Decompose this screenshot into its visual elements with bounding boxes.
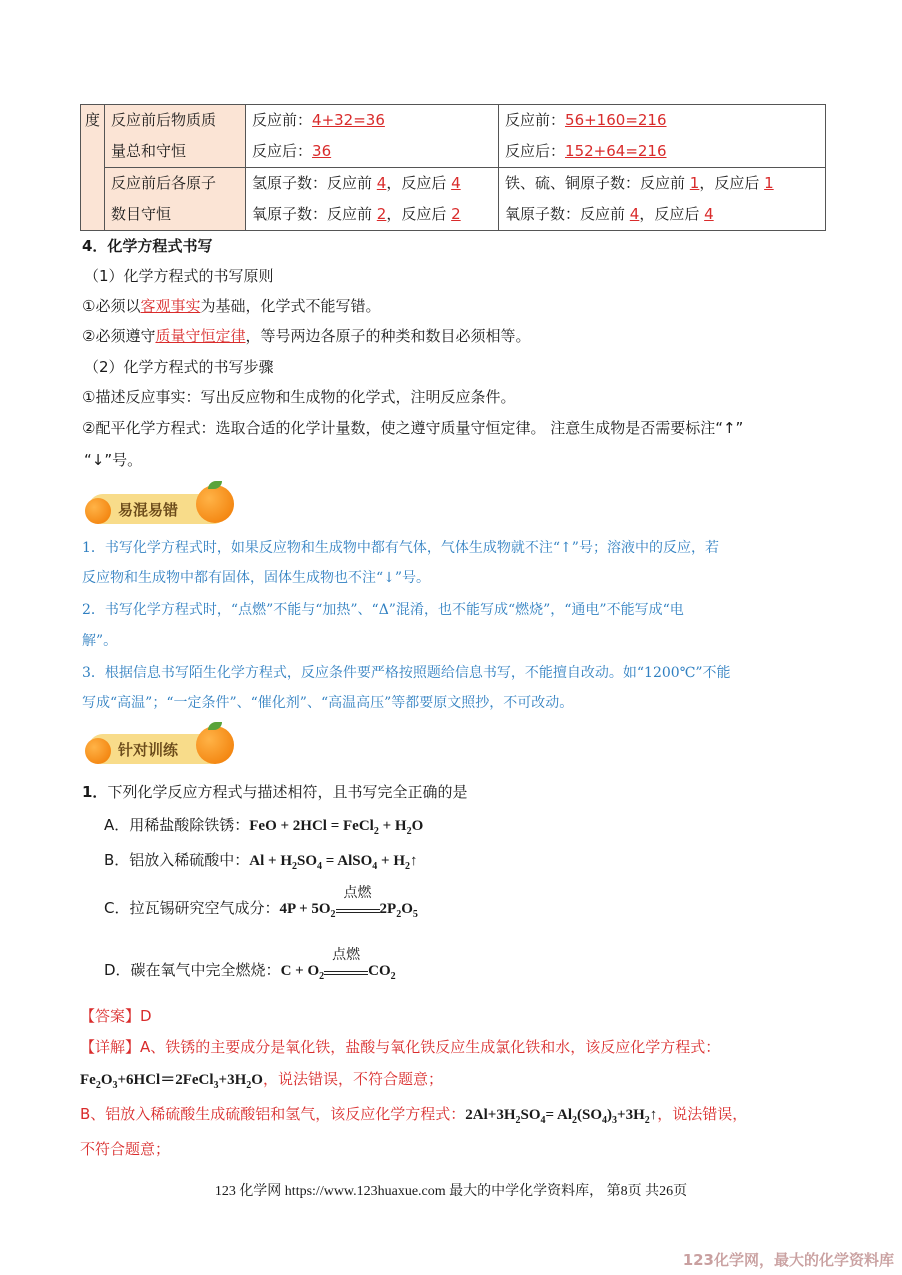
tip-2-cont: 解”。 bbox=[82, 633, 118, 649]
principle-2: ②必须遵守质量守恒定律，等号两边各原子的种类和数目必须相等。 bbox=[82, 327, 531, 345]
step-2-cont: “↓”号。 bbox=[84, 451, 143, 469]
option-b[interactable]: B．铝放入稀硫酸中：$Al + H_2SO_4$ = AlSO$_4$ + $H_2↑$ bbox=[104, 851, 418, 872]
answer: 【答案】D bbox=[80, 1007, 152, 1025]
cell-atoms-example1: 氢原子数：反应前 4，反应后 4 氧原子数：反应前 2，反应后 2 bbox=[246, 168, 499, 231]
tip-1-cont: 反应物和生成物中都有固体，固体生成物也不注“↓”号。 bbox=[82, 570, 431, 586]
step-1: ①描述反应事实：写出反应物和生成物的化学式，注明反应条件。 bbox=[82, 388, 516, 406]
table-category-cell: 度 bbox=[81, 105, 105, 231]
badge-practice: 针对训练 bbox=[88, 734, 228, 764]
detail-b: B、铝放入稀硫酸生成硫酸铝和氢气，该反应化学方程式：$2Al+3H_2SO_4=$ $Al_2(SO_4)_3+3H_2↑$，说法错误， bbox=[80, 1105, 748, 1126]
watermark: 123化学网，最大的化学资料库 bbox=[682, 1251, 894, 1269]
cell-mass-example1: 反应前：4+32=36 反应后：36 bbox=[246, 105, 499, 168]
conservation-table bbox=[80, 104, 826, 231]
detail-a: 【详解】A、铁锈的主要成分是氧化铁，盐酸与氧化铁反应生成氯化铁和水，该反应化学方程式： bbox=[80, 1038, 721, 1056]
orange-icon bbox=[85, 738, 111, 764]
orange-icon bbox=[196, 726, 234, 764]
orange-icon bbox=[85, 498, 111, 524]
step-2: ②配平化学方程式：选取合适的化学计量数，使之遵守质量守恒定律。 注意生成物是否需要标注“↑” bbox=[82, 419, 744, 437]
subsection-principles: （1）化学方程式的书写原则 bbox=[84, 267, 274, 285]
question-stem: 1．下列化学反应方程式与描述相符，且书写完全正确的是 bbox=[82, 783, 468, 801]
detail-a-formula: $Fe_2O_3+6HCl=2FeCl_3+3H_2O$，说法错误，不符合题意； bbox=[80, 1070, 443, 1091]
option-a[interactable]: A．用稀盐酸除铁锈：FeO + 2HCl = FeCl$_2$ + $H_2O$ bbox=[104, 816, 424, 837]
detail-b-cont: 不符合题意； bbox=[80, 1140, 171, 1158]
row-label-atoms: 反应前后各原子 数目守恒 bbox=[105, 168, 246, 231]
orange-icon bbox=[196, 485, 234, 523]
subsection-steps: （2）化学方程式的书写步骤 bbox=[84, 358, 274, 376]
badge-confusing: 易混易错 bbox=[88, 494, 228, 524]
tip-3-cont: 写成“高温”；“一定条件”、“催化剂”、“高温高压”等都要原文照抄，不可改动。 bbox=[82, 695, 574, 711]
section-title: 4．化学方程式书写 bbox=[82, 237, 213, 255]
row-label-mass: 反应前后物质质 量总和守恒 bbox=[105, 105, 246, 168]
tip-1: 1．书写化学方程式时，如果反应物和生成物中都有气体，气体生成物就不注“↑”号；溶液中的反应，若 bbox=[82, 540, 719, 556]
tip-3: 3．根据信息书写陌生化学方程式，反应条件要严格按照题给信息书写，不能擅自改动。如“1200℃”不能 bbox=[82, 665, 731, 681]
option-d[interactable]: D．碳在氧气中完全燃烧：$C + O_2$ 点燃 $CO_2$ bbox=[104, 948, 396, 982]
cell-mass-example2: 反应前：56+160=216 反应后：152+64=216 bbox=[499, 105, 826, 168]
principle-1: ①必须以客观事实为基础，化学式不能写错。 bbox=[82, 297, 381, 315]
tip-2: 2．书写化学方程式时，“点燃”不能与“加热”、“Δ”混淆，也不能写成“燃烧”，“通电”不能写成“电 bbox=[82, 602, 684, 618]
page-footer: 123 化学网 https://www.123huaxue.com 最大的中学化学资料库， 第8页 共26页 bbox=[214, 1184, 688, 1199]
cell-atoms-example2: 铁、硫、铜原子数：反应前 1，反应后 1 氧原子数：反应前 4，反应后 4 bbox=[499, 168, 826, 231]
option-c[interactable]: C．拉瓦锡研究空气成分：$4P + 5O_2$ 点燃 $2P_2O_5$ bbox=[104, 886, 418, 920]
